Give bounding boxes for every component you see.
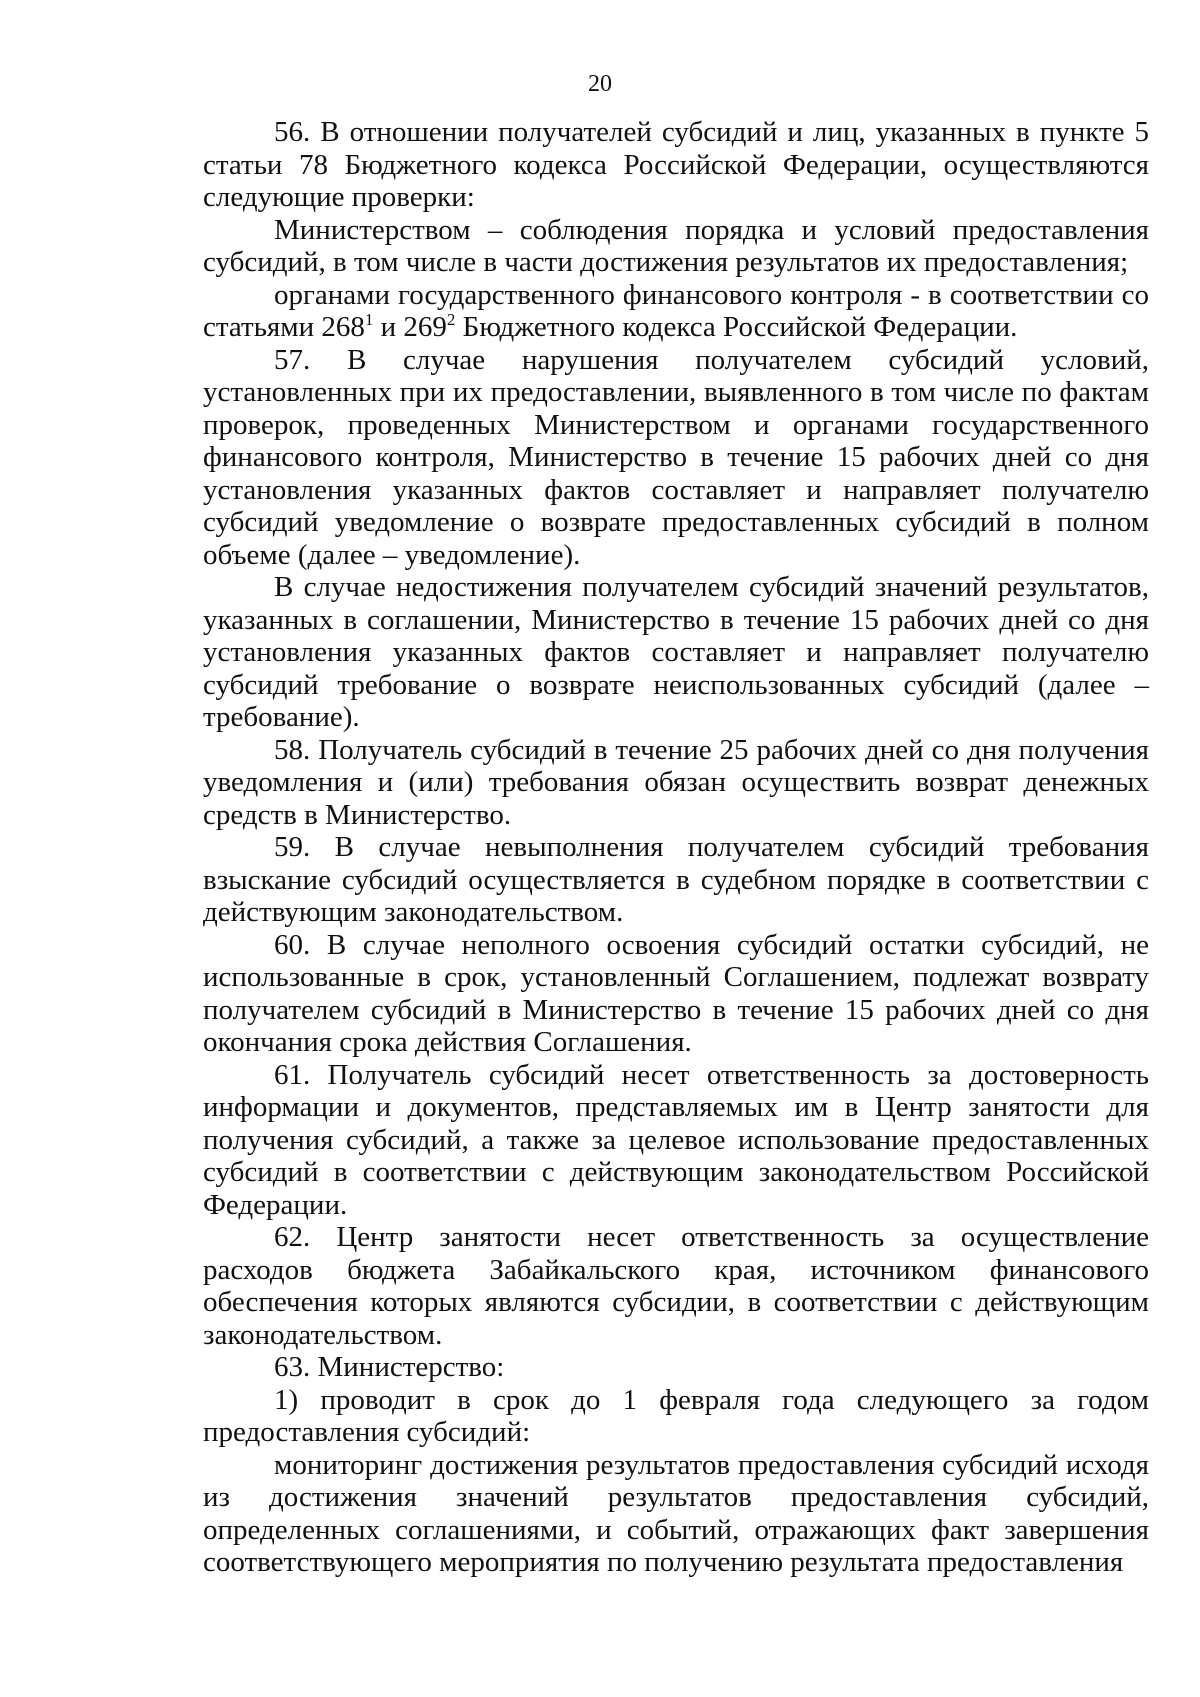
article-268-superscript: 1 (364, 310, 374, 329)
financial-control-text-start: органами государственного финансового контроля - в соответствии со статьями 268 (203, 278, 1149, 343)
paragraph-58: 58. Получатель субсидий в течение 25 рабочих дней со дня получения уведомления и (или) требования обязан осуществить возврат денежных средств в Министерство. (203, 733, 1149, 831)
paragraph-financial-control (203, 279, 1149, 344)
financial-control-text-end: Бюджетного кодекса Российской Федерации. (455, 311, 1018, 343)
paragraph-62: 62. Центр занятости несет ответственность за осуществление расходов бюджета Забайкальского края, источником финансового обеспечения которых являются субсидии, в соответствии с действующим законодательством. (203, 1221, 1149, 1351)
page-number: 20 (588, 71, 612, 97)
paragraph-59: 59. В случае невыполнения получателем субсидий требования взыскание субсидий осуществляется в судебном порядке в соответствии с действующим законодательством. (203, 831, 1149, 928)
paragraph-monitoring: мониторинг достижения результатов предоставления субсидий исходя из достижения значений результатов предоставления субсидий, определенных соглашениями, и событий, отражающих факт завершения соответствующего мероприятия по получению результата предоставления (203, 1448, 1149, 1578)
paragraph-63-item-1: 1) проводит в срок до 1 февраля года следующего за годом предоставления субсидий: (203, 1383, 1149, 1448)
paragraph-56: 56. В отношении получателей субсидий и лиц, указанных в пункте 5 статьи 78 Бюджетного кодекса Российской Федерации, осуществляются следующие проверки: (203, 116, 1149, 213)
paragraph-61: 61. Получатель субсидий несет ответственность за достоверность информации и документов, представляемых им в Центр занятости для получения субсидий, а также за целевое использование предоставленных субсидий в соответствии с действующим законодательством Российской Федерации. (203, 1058, 1149, 1221)
financial-control-text-middle: и 269 (373, 311, 447, 343)
paragraph-57: 57. В случае нарушения получателем субсидий условий, установленных при их предоставлении, выявленного в том числе по фактам проверок, проведенных Министерством и органами государственного финансового контроля, Министерство в течение 15 рабочих дней со дня установления указанных фактов составляет и направляет получателю субсидий уведомление о возврате предоставленных субсидий в полном объеме (далее – уведомление). (203, 343, 1149, 571)
paragraph-57-requirement: В случае недостижения получателем субсидий значений результатов, указанных в соглашении, Министерство в течение 15 рабочих дней со дня установления указанных фактов составляет и направляет получателю субсидий требование о возврате неиспользованных субсидий (далее – требование). (203, 571, 1149, 733)
paragraph-ministry-check: Министерством – соблюдения порядка и условий предоставления субсидий, в том числе в части достижения результатов их предоставления; (203, 213, 1149, 278)
article-269-superscript: 2 (446, 310, 456, 329)
document-body (203, 116, 1149, 1579)
paragraph-63: 63. Министерство: (274, 1351, 505, 1383)
paragraph-60: 60. В случае неполного освоения субсидий остатки субсидий, не использованные в срок, установленный Соглашением, подлежат возврату получателем субсидий в Министерство в течение 15 рабочих дней со дня окончания срока действия Соглашения. (203, 928, 1149, 1058)
